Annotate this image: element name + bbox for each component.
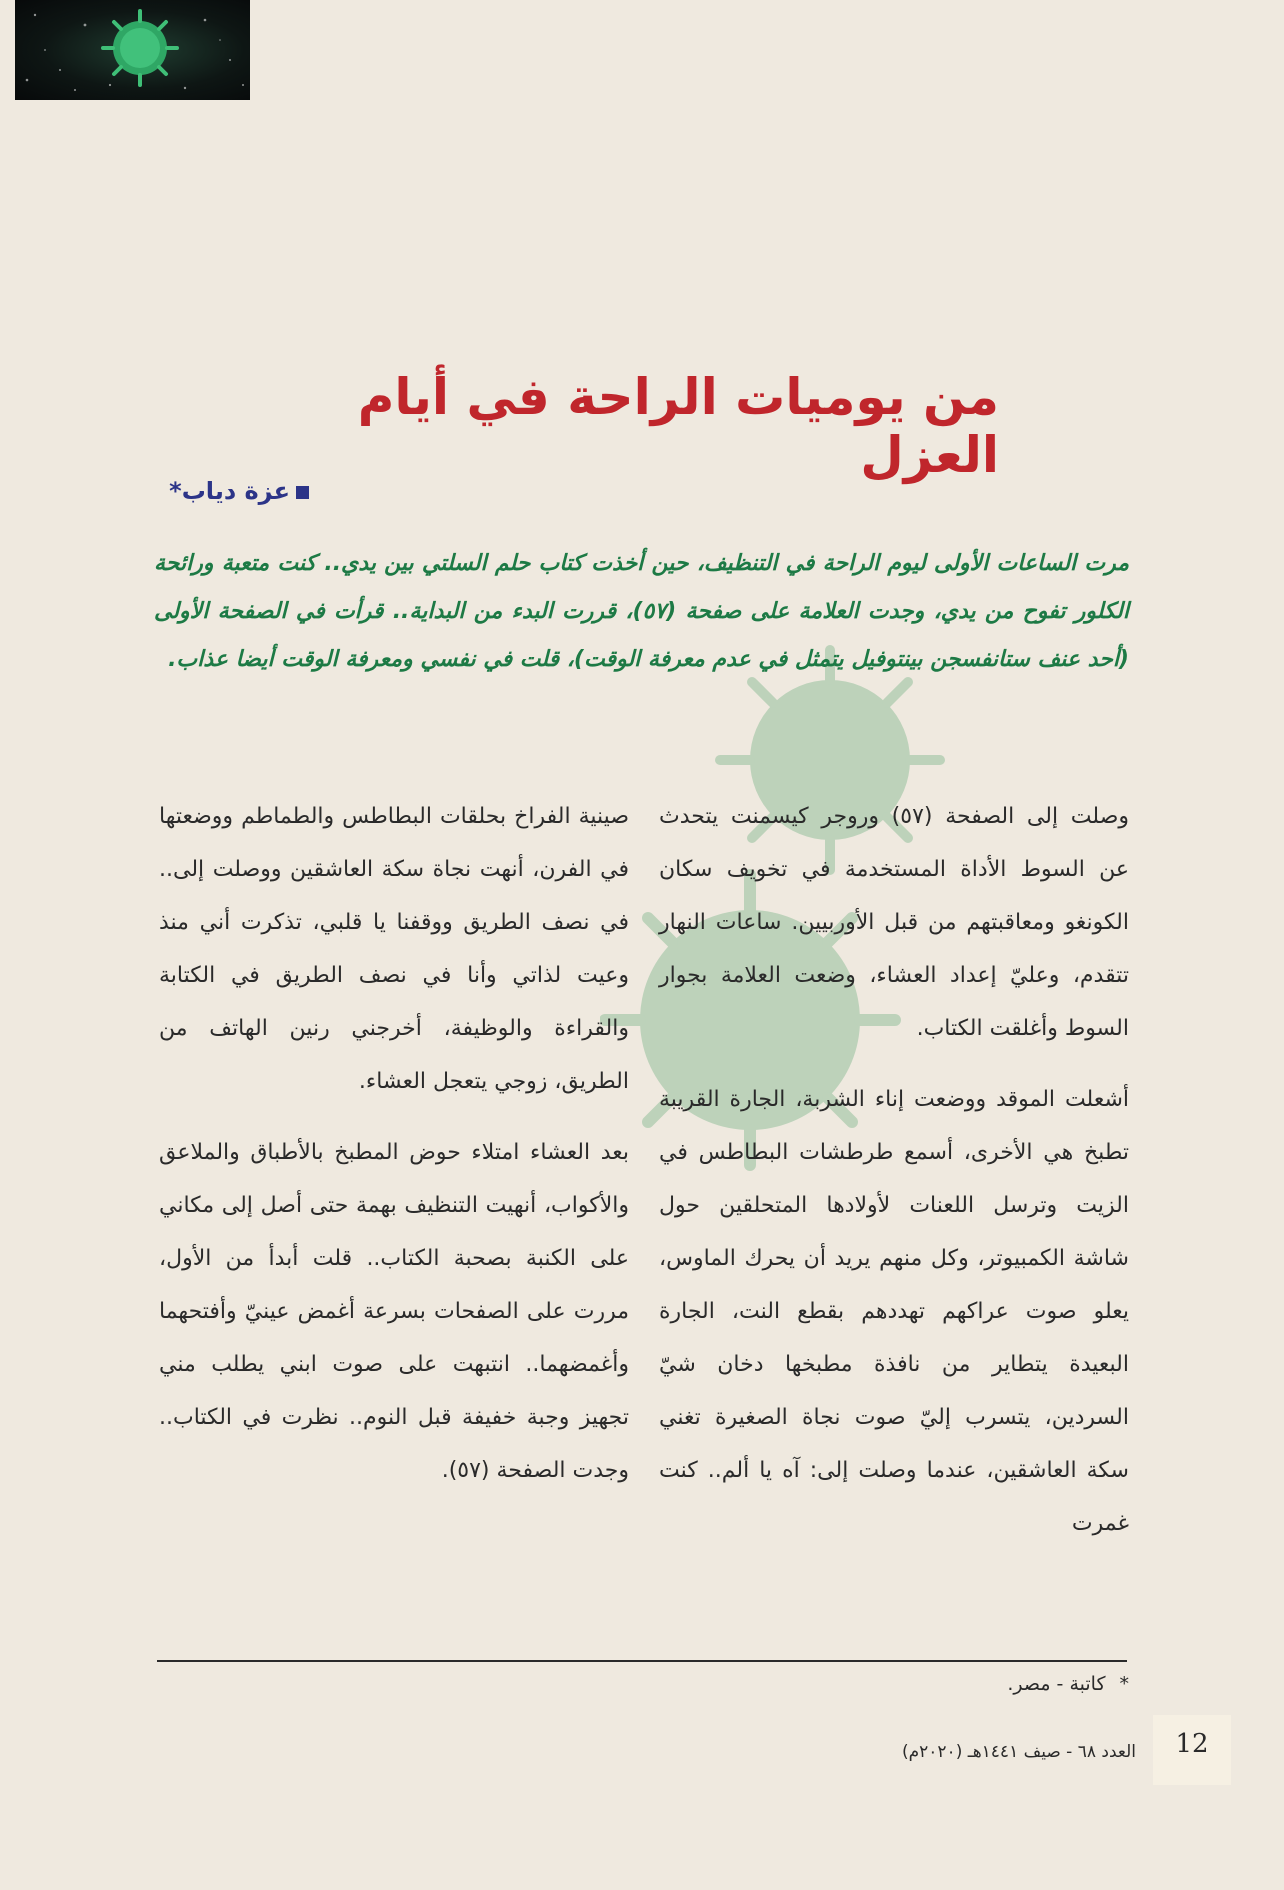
paragraph: صينية الفراخ بحلقات البطاطس والطماطم ووضعتها في الفرن، أنهت نجاة سكة العاشقين ووصلت إلى.. في نصف الطريق ووقفنا يا قلبي، تذكرت أني منذ وعيت لذاتي وأنا في نصف الطريق في الكتابة والقراءة والوظيفة، أخرجني رنين الهاتف من الطريق، زوجي يتعجل العشاء. [159, 804, 629, 1094]
footnote-divider [157, 1660, 1127, 1662]
footnote-text: كاتبة - مصر. [1007, 1673, 1106, 1695]
article-intro: مرت الساعات الأولى ليوم الراحة في التنظيف، حين أخذت كتاب حلم السلتي بين يدي.. كنت متعبة ورائحة الكلور تفوح من يدي، وجدت العلامة على صفحة (٥٧)، قررت البدء من البداية.. قرأت في الصفحة الأولى (أحد عنف ستانفسجن بينتوفيل يتمثل في عدم معرفة الوقت)، قلت في نفسي ومعرفة الوقت أيضا عذاب. [154, 551, 1129, 672]
page-number-box [1153, 1715, 1231, 1785]
author-name: عزة دياب* [169, 477, 290, 505]
paragraph: وصلت إلى الصفحة (٥٧) وروجر كيسمنت يتحدث عن السوط الأداة المستخدمة في تخويف سكان الكونغو ومعاقبتهم من قبل الأوربيين. ساعات النهار تتقدم، وعليّ إعداد العشاء، وضعت العلامة بجوار السوط وأغلقت الكتاب. [659, 804, 1129, 1041]
issue-info: العدد ٦٨ - صيف ١٤٤١هـ (٢٠٢٠م) [901, 1742, 1136, 1762]
article-title: من يوميات الراحة في أيام العزل [357, 368, 999, 484]
square-bullet-icon [296, 486, 309, 499]
column-right [659, 790, 1129, 1568]
virus-image [15, 0, 250, 100]
footnote [729, 1673, 1129, 1695]
page-number: 12 [1175, 1729, 1209, 1759]
column-left [159, 790, 629, 1515]
paragraph: أشعلت الموقد ووضعت إناء الشربة، الجارة القريبة تطبخ هي الأخرى، أسمع طرطشات البطاطس في الزيت وترسل اللعنات لأولادها المتحلقين حول شاشة الكمبيوتر، وكل منهم يريد أن يحرك الماوس، يعلو صوت عراكهم تهددهم بقطع النت، الجارة البعيدة يتطاير من نافذة مطبخها دخان شيّ السردين، يتسرب إليّ صوت نجاة الصغيرة تغني سكة العاشقين، عندما وصلت إلى: آه يا ألم.. كنت غمرت [659, 1087, 1129, 1536]
footnote-marker: * [1119, 1673, 1129, 1695]
paragraph: بعد العشاء امتلاء حوض المطبخ بالأطباق والملاعق والأكواب، أنهيت التنظيف بهمة حتى أصل إلى مكاني على الكنبة بصحبة الكتاب.. قلت أبدأ من الأول، مررت على الصفحات بسرعة أغمض عينيّ وأفتحهما وأغمضهما.. انتبهت على صوت ابني يطلب مني تجهيز وجبة خفيفة قبل النوم.. نظرت في الكتاب.. وجدت الصفحة (٥٧). [159, 1140, 629, 1483]
author-byline [169, 477, 309, 505]
